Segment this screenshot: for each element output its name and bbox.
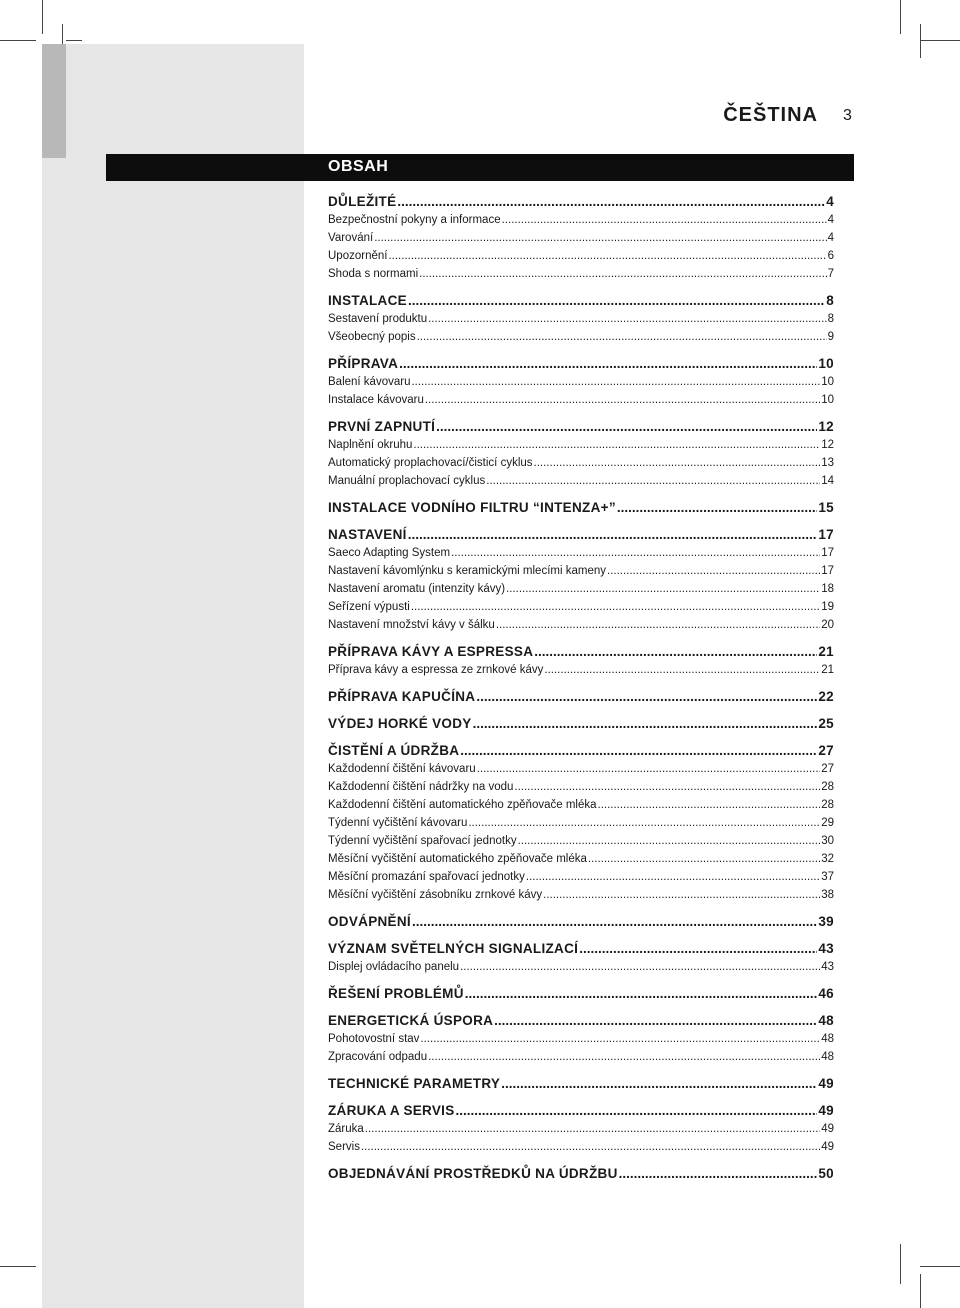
toc-item-label: Saeco Adapting System [328, 547, 451, 559]
leader-dots [451, 544, 820, 562]
crop-mark [920, 1266, 960, 1267]
leader-dots [412, 912, 817, 931]
leader-dots [588, 850, 820, 868]
toc-heading[interactable] [328, 1074, 834, 1093]
toc-item-page: 8 [827, 313, 834, 325]
leader-dots [460, 741, 817, 760]
toc-item-label: Seřízení výpusti [328, 601, 410, 613]
toc-item[interactable] [328, 661, 834, 679]
toc-item-label: Pohotovostní stav [328, 1033, 420, 1045]
leader-dots [399, 354, 817, 373]
toc-item[interactable] [328, 616, 834, 634]
toc-item-page: 32 [821, 853, 834, 865]
toc-heading-label: VÝDEJ HORKÉ VODY [328, 716, 472, 731]
toc-item-page: 17 [821, 565, 834, 577]
toc-item[interactable] [328, 436, 834, 454]
toc-heading-label: PŘÍPRAVA KÁVY A ESPRESSA [328, 644, 534, 659]
leader-dots [456, 1101, 818, 1120]
toc-item-page: 6 [827, 250, 834, 262]
toc-heading-label: DŮLEŽITÉ [328, 194, 397, 209]
toc-item-page: 38 [821, 889, 834, 901]
toc-item-page: 21 [821, 664, 834, 676]
toc-heading-label: OBJEDNÁVÁNÍ PROSTŘEDKŮ NA ÚDRŽBU [328, 1166, 618, 1181]
leader-dots [417, 328, 827, 346]
toc-heading-label: ODVÁPNĚNÍ [328, 914, 411, 929]
toc-item-label: Displej ovládacího panelu [328, 961, 460, 973]
toc-item[interactable] [328, 580, 834, 598]
toc-heading-page: 15 [818, 500, 834, 515]
toc-heading-label: ENERGETICKÁ ÚSPORA [328, 1013, 494, 1028]
toc-item[interactable] [328, 229, 834, 247]
toc-heading[interactable] [328, 291, 834, 310]
leader-dots [544, 661, 820, 679]
toc-item[interactable] [328, 328, 834, 346]
leader-dots [526, 868, 820, 886]
leader-dots [408, 291, 825, 310]
toc-item[interactable] [328, 1120, 834, 1138]
toc-heading-label: TECHNICKÉ PARAMETRY [328, 1076, 501, 1091]
leader-dots [579, 939, 817, 958]
toc-heading[interactable] [328, 192, 834, 211]
toc-item-label: Každodenní čištění kávovaru [328, 763, 476, 775]
toc-heading-page: 4 [826, 194, 834, 209]
toc-item[interactable] [328, 391, 834, 409]
toc-section [328, 1164, 834, 1183]
toc-section [328, 642, 834, 679]
toc-section [328, 354, 834, 409]
contents-title: OBSAH [328, 158, 389, 175]
leader-dots [502, 211, 827, 229]
leader-dots [543, 886, 820, 904]
toc-item-page: 14 [821, 475, 834, 487]
toc-section [328, 291, 834, 346]
toc-item-page: 4 [827, 232, 834, 244]
toc-item-page: 43 [821, 961, 834, 973]
toc-heading[interactable] [328, 714, 834, 733]
leader-dots [473, 714, 818, 733]
leader-dots [465, 984, 818, 1003]
toc-heading-label: PŘÍPRAVA [328, 356, 399, 371]
toc-item[interactable] [328, 1048, 834, 1066]
leader-dots [425, 391, 820, 409]
toc-item-label: Manuální proplachovací cyklus [328, 475, 486, 487]
toc-item[interactable] [328, 868, 834, 886]
toc-section [328, 912, 834, 931]
leader-dots [598, 796, 821, 814]
leader-dots [506, 580, 820, 598]
leader-dots [486, 472, 820, 490]
toc-item[interactable] [328, 211, 834, 229]
toc-heading-page: 21 [818, 644, 834, 659]
contents-banner [106, 154, 854, 181]
toc-item[interactable] [328, 778, 834, 796]
leader-dots [518, 832, 821, 850]
page-number: 3 [843, 107, 852, 124]
toc-item-label: Varování [328, 232, 374, 244]
toc-item-label: Nastavení aromatu (intenzity kávy) [328, 583, 506, 595]
toc-heading-label: ZÁRUKA A SERVIS [328, 1103, 455, 1118]
toc-item-page: 28 [821, 781, 834, 793]
toc-heading-label: NASTAVENÍ [328, 527, 407, 542]
toc-item-label: Automatický proplachovací/čisticí cyklus [328, 457, 533, 469]
toc-item-label: Naplnění okruhu [328, 439, 413, 451]
toc-item-label: Upozornění [328, 250, 388, 262]
leader-dots [496, 616, 820, 634]
toc-heading-page: 43 [818, 941, 834, 956]
crop-mark [900, 0, 901, 34]
toc-heading-page: 10 [818, 356, 834, 371]
toc-item[interactable] [328, 544, 834, 562]
crop-mark [900, 1244, 901, 1284]
toc-item-label: Všeobecný popis [328, 331, 416, 343]
toc-item[interactable] [328, 562, 834, 580]
crop-mark [920, 40, 960, 41]
toc-heading-page: 17 [818, 527, 834, 542]
toc-section [328, 1011, 834, 1066]
crop-mark [0, 1266, 36, 1267]
toc-heading-label: VÝZNAM SVĚTELNÝCH SIGNALIZACÍ [328, 941, 579, 956]
gray-tab-marker [42, 44, 66, 158]
toc-heading-label: INSTALACE VODNÍHO FILTRU “INTENZA+” [328, 500, 616, 515]
leader-dots [365, 1120, 820, 1138]
toc-item-page: 49 [821, 1141, 834, 1153]
toc-item-label: Týdenní vyčištění spařovací jednotky [328, 835, 517, 847]
toc-section [328, 741, 834, 904]
toc-item[interactable] [328, 958, 834, 976]
toc-item-label: Nastavení množství kávy v šálku [328, 619, 495, 631]
crop-mark [66, 40, 82, 41]
toc-item[interactable] [328, 1030, 834, 1048]
leader-dots [607, 562, 820, 580]
toc-item-page: 29 [821, 817, 834, 829]
toc-item-page: 17 [821, 547, 834, 559]
toc-item-page: 19 [821, 601, 834, 613]
toc-item-label: Bezpečnostní pokyny a informace [328, 214, 501, 226]
table-of-contents [328, 192, 834, 1183]
toc-item-page: 13 [821, 457, 834, 469]
toc-item[interactable] [328, 472, 834, 490]
toc-item-page: 49 [821, 1123, 834, 1135]
leader-dots [534, 454, 821, 472]
leader-dots [619, 1164, 818, 1183]
toc-item[interactable] [328, 796, 834, 814]
language-header: ČEŠTINA [723, 104, 818, 126]
leader-dots [428, 310, 827, 328]
leader-dots [514, 778, 820, 796]
toc-heading-page: 49 [818, 1076, 834, 1091]
toc-section [328, 984, 834, 1003]
leader-dots [534, 642, 817, 661]
leader-dots [617, 498, 818, 517]
leader-dots [388, 247, 826, 265]
toc-item-page: 7 [827, 268, 834, 280]
toc-item[interactable] [328, 886, 834, 904]
toc-section [328, 939, 834, 976]
toc-heading[interactable] [328, 1101, 834, 1120]
leader-dots [397, 192, 825, 211]
toc-heading-label: PŘÍPRAVA KAPUČÍNA [328, 689, 476, 704]
toc-item[interactable] [328, 454, 834, 472]
crop-mark [920, 24, 921, 58]
toc-item-label: Každodenní čištění automatického zpěňovače mléka [328, 799, 597, 811]
toc-item[interactable] [328, 598, 834, 616]
toc-item-page: 4 [827, 214, 834, 226]
toc-item-label: Sestavení produktu [328, 313, 428, 325]
toc-section [328, 525, 834, 634]
crop-mark [42, 0, 43, 34]
toc-heading-page: 12 [818, 419, 834, 434]
toc-heading-page: 50 [818, 1166, 834, 1181]
toc-heading-label: PRVNÍ ZAPNUTÍ [328, 419, 436, 434]
leader-dots [428, 1048, 820, 1066]
toc-heading-label: INSTALACE [328, 293, 407, 308]
toc-item-label: Měsíční vyčištění zásobníku zrnkové kávy [328, 889, 543, 901]
crop-mark [0, 40, 36, 41]
toc-item[interactable] [328, 850, 834, 868]
leader-dots [476, 687, 817, 706]
toc-item-label: Zpracování odpadu [328, 1051, 428, 1063]
left-gray-column [42, 44, 304, 1308]
toc-heading-page: 46 [818, 986, 834, 1001]
toc-item-label: Měsíční promazání spařovací jednotky [328, 871, 525, 883]
toc-section [328, 687, 834, 706]
toc-heading[interactable] [328, 525, 834, 544]
toc-item-page: 10 [821, 394, 834, 406]
leader-dots [468, 814, 820, 832]
leader-dots [411, 598, 820, 616]
leader-dots [408, 525, 818, 544]
toc-heading-page: 49 [818, 1103, 834, 1118]
toc-item-page: 48 [821, 1051, 834, 1063]
toc-item-label: Záruka [328, 1123, 364, 1135]
toc-heading[interactable] [328, 741, 834, 760]
toc-heading[interactable] [328, 912, 834, 931]
toc-item-page: 12 [821, 439, 834, 451]
toc-item[interactable] [328, 247, 834, 265]
toc-item-page: 48 [821, 1033, 834, 1045]
toc-heading-page: 39 [818, 914, 834, 929]
toc-heading-page: 48 [818, 1013, 834, 1028]
toc-item-label: Nastavení kávomlýnku s keramickými mlecími kameny [328, 565, 606, 577]
toc-item-page: 10 [821, 376, 834, 388]
toc-section [328, 1101, 834, 1156]
toc-section [328, 498, 834, 517]
toc-item[interactable] [328, 265, 834, 283]
leader-dots [420, 1030, 820, 1048]
crop-mark [920, 1274, 921, 1308]
toc-heading[interactable] [328, 984, 834, 1003]
leader-dots [477, 760, 821, 778]
toc-item-label: Balení kávovaru [328, 376, 411, 388]
toc-item-page: 28 [821, 799, 834, 811]
leader-dots [413, 436, 820, 454]
leader-dots [374, 229, 826, 247]
toc-section [328, 714, 834, 733]
toc-item-label: Servis [328, 1141, 360, 1153]
toc-heading-label: ČISTĚNÍ A ÚDRŽBA [328, 743, 460, 758]
toc-item[interactable] [328, 832, 834, 850]
toc-item-label: Měsíční vyčištění automatického zpěňovače mléka [328, 853, 587, 865]
leader-dots [494, 1011, 817, 1030]
toc-heading-page: 8 [826, 293, 834, 308]
toc-item-label: Shoda s normami [328, 268, 419, 280]
toc-item[interactable] [328, 373, 834, 391]
toc-heading[interactable] [328, 1164, 834, 1183]
toc-heading[interactable] [328, 642, 834, 661]
leader-dots [436, 417, 817, 436]
leader-dots [361, 1138, 820, 1156]
toc-item-page: 30 [821, 835, 834, 847]
toc-section [328, 417, 834, 490]
leader-dots [501, 1074, 817, 1093]
toc-item-page: 9 [827, 331, 834, 343]
toc-heading-page: 25 [818, 716, 834, 731]
toc-item-page: 18 [821, 583, 834, 595]
toc-heading-page: 27 [818, 743, 834, 758]
toc-section [328, 1074, 834, 1093]
toc-heading[interactable] [328, 354, 834, 373]
toc-heading[interactable] [328, 687, 834, 706]
toc-section [328, 192, 834, 283]
toc-item[interactable] [328, 760, 834, 778]
leader-dots [411, 373, 820, 391]
toc-item[interactable] [328, 1138, 834, 1156]
toc-heading[interactable] [328, 1011, 834, 1030]
toc-heading[interactable] [328, 498, 834, 517]
toc-item-page: 20 [821, 619, 834, 631]
toc-item-page: 27 [821, 763, 834, 775]
toc-item-label: Každodenní čištění nádržky na vodu [328, 781, 514, 793]
toc-heading[interactable] [328, 939, 834, 958]
toc-heading-page: 22 [818, 689, 834, 704]
toc-item[interactable] [328, 814, 834, 832]
toc-item[interactable] [328, 310, 834, 328]
toc-item-label: Příprava kávy a espressa ze zrnkové kávy [328, 664, 544, 676]
toc-heading[interactable] [328, 417, 834, 436]
toc-heading-label: ŘEŠENÍ PROBLÉMŮ [328, 986, 464, 1001]
toc-item-label: Instalace kávovaru [328, 394, 424, 406]
toc-item-page: 37 [821, 871, 834, 883]
leader-dots [460, 958, 820, 976]
toc-item-label: Týdenní vyčištění kávovaru [328, 817, 468, 829]
leader-dots [419, 265, 826, 283]
